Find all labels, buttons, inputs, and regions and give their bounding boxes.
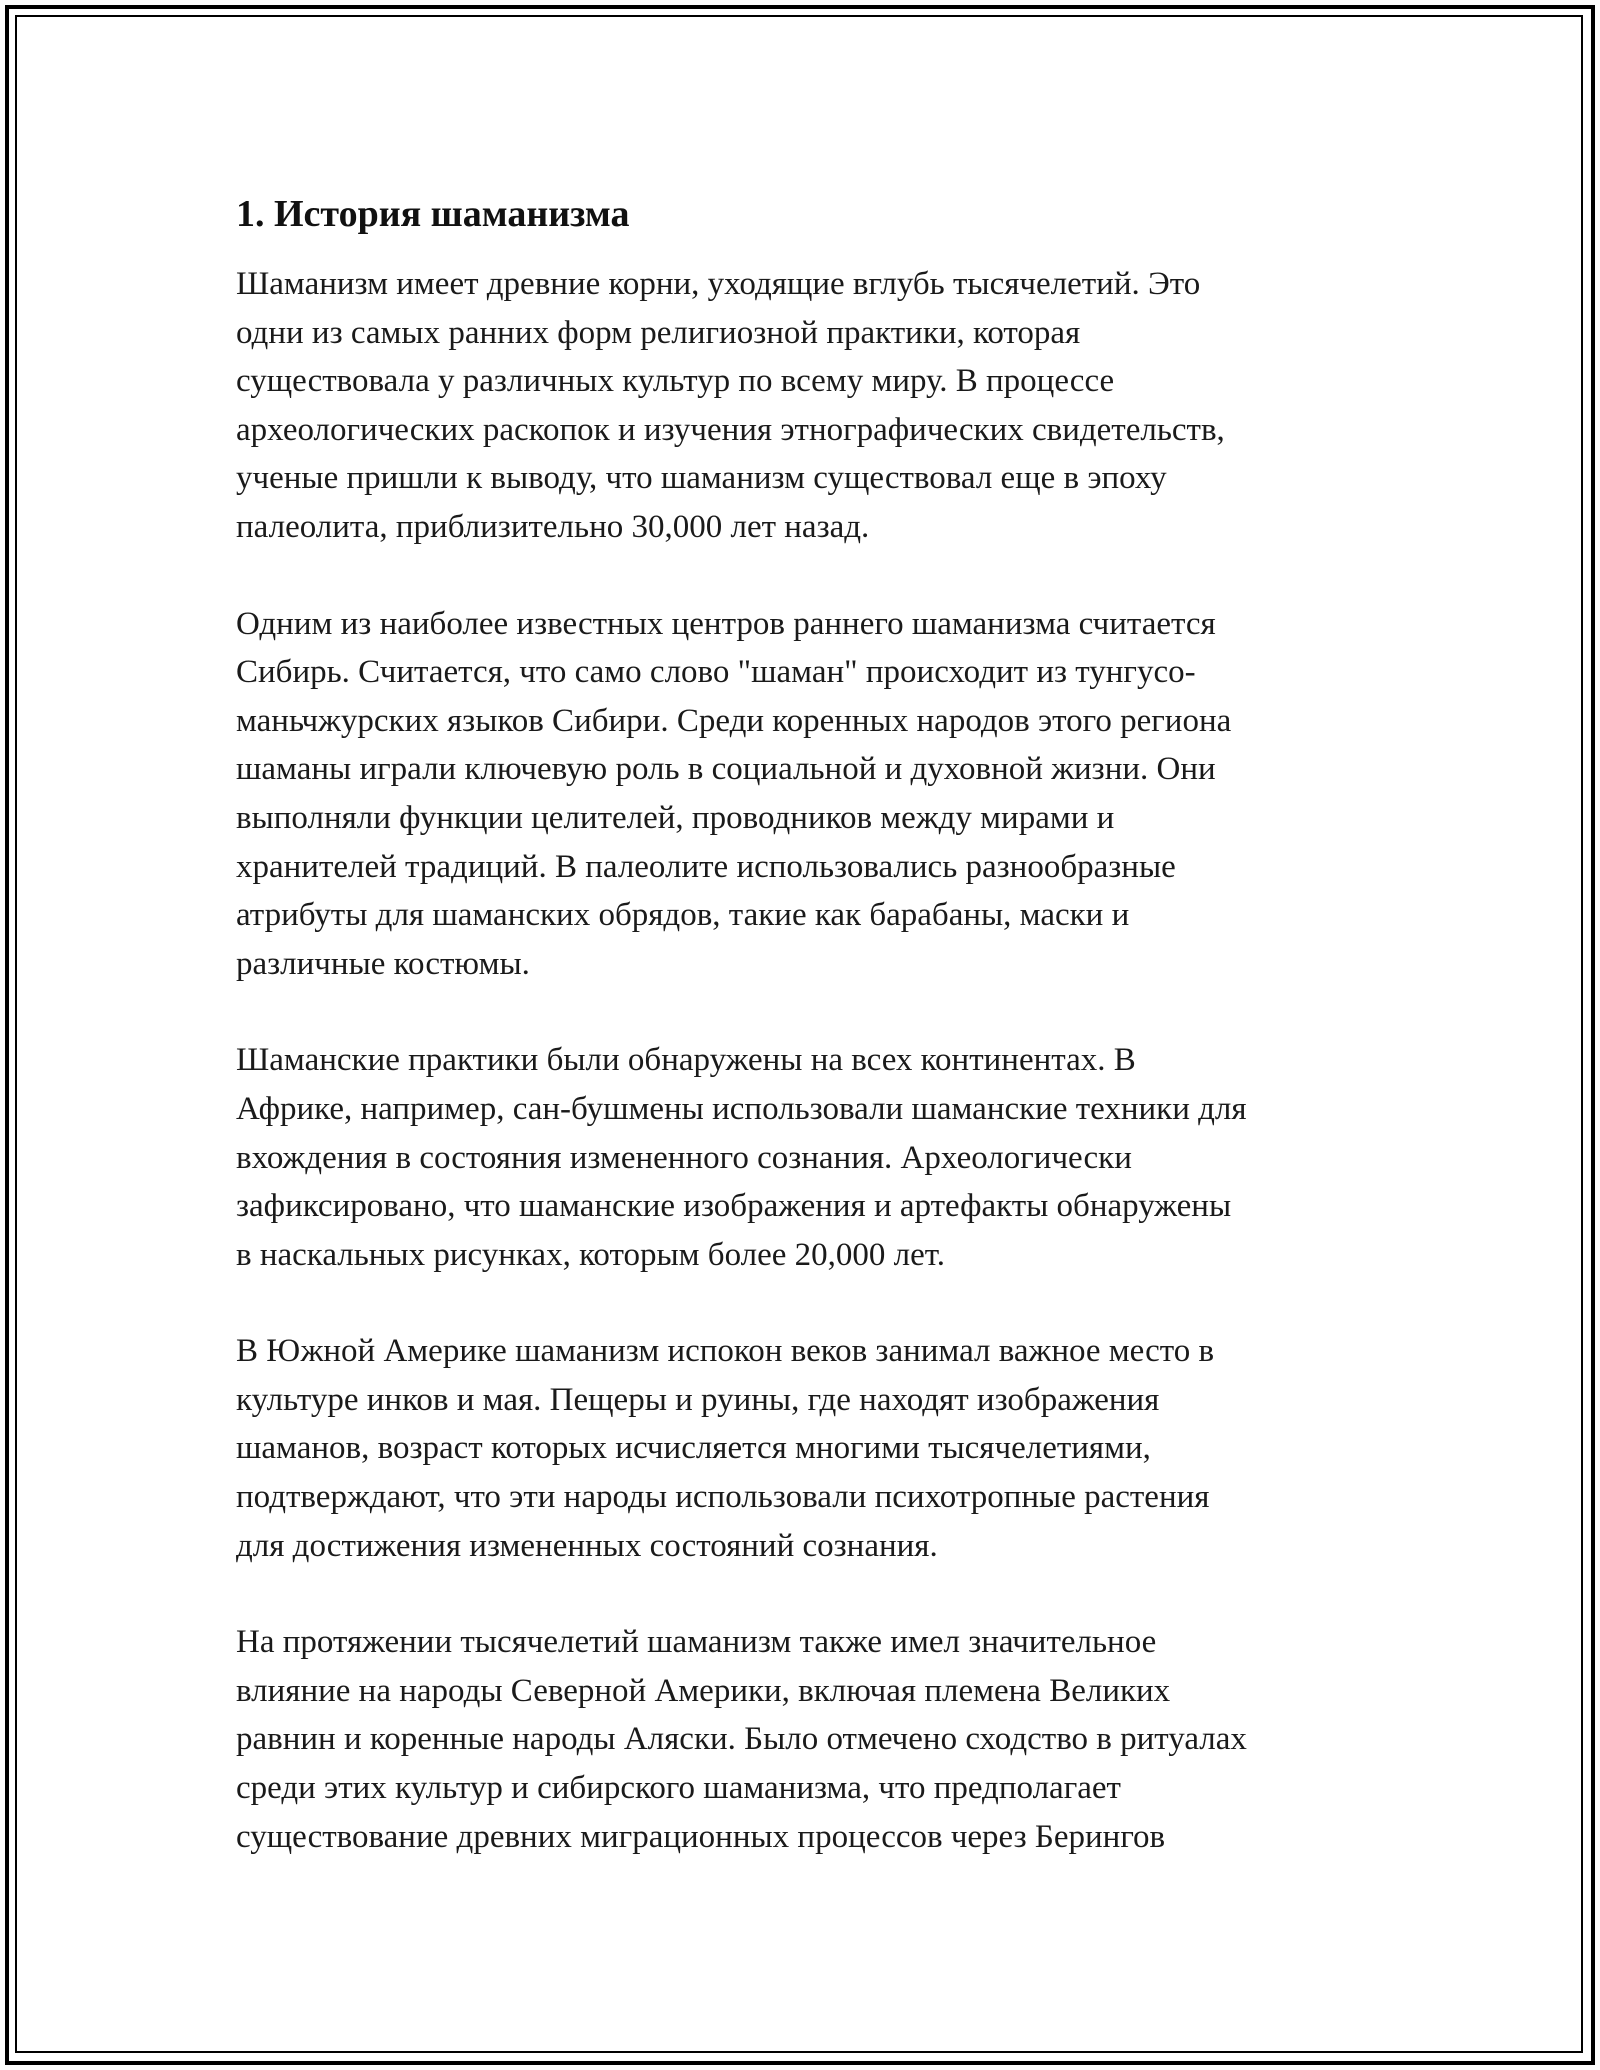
text-line: влияние на народы Северной Америки, включая племена Великих	[236, 1672, 1171, 1709]
text-line: шаманов, возраст которых исчисляется многими тысячелетиями,	[236, 1430, 1151, 1467]
text-line: зафиксировано, что шаманские изображения и артефакты обнаружены	[236, 1188, 1232, 1225]
text-line: Шаманизм имеет древние корни, уходящие вглубь тысячелетий. Это	[236, 266, 1201, 302]
text-line: шаманы играли ключевую роль в социальной и духовной жизни. Они	[236, 751, 1216, 788]
text-line: одни из самых ранних форм религиозной практики, которая	[236, 314, 1081, 351]
document-body	[236, 184, 1386, 1909]
text-line: равнин и коренные народы Аляски. Было отмечено сходство в ритуалах	[236, 1721, 1247, 1758]
text-line: Сибирь. Считается, что само слово "шаман" происходит из тунгусо-	[236, 654, 1196, 691]
text-line: атрибуты для шаманских обрядов, такие как барабаны, маски и	[236, 897, 1130, 934]
text-line: Шаманские практики были обнаружены на всех континентах. В	[236, 1042, 1136, 1079]
paragraph-siberia	[236, 600, 1386, 989]
text-line: существование древних миграционных процессов через Берингов	[236, 1818, 1166, 1855]
text-line: выполняли функции целителей, проводников между мирами и	[236, 799, 1115, 836]
text-line: существовала у различных культур по всему миру. В процессе	[236, 363, 1115, 400]
text-line: В Южной Америке шаманизм испокон веков занимал важное место в	[236, 1333, 1215, 1370]
paragraph-north-america	[236, 1618, 1386, 1861]
text-line: палеолита, приблизительно 30,000 лет назад.	[236, 508, 870, 545]
text-line: маньчжурских языков Сибири. Среди коренных народов этого региона	[236, 702, 1232, 739]
text-line: в наскальных рисунках, которым более 20,000 лет.	[236, 1236, 945, 1273]
text-line: хранителей традиций. В палеолите использовались разнообразные	[236, 848, 1176, 885]
section-heading: 1. История шаманизма	[236, 193, 630, 235]
text-line: Одним из наиболее известных центров раннего шаманизма считается	[236, 605, 1216, 642]
paragraph-africa	[236, 1036, 1386, 1279]
text-line: археологических раскопок и изучения этнографических свидетельств,	[236, 411, 1225, 448]
paragraph-origins	[236, 260, 1386, 552]
text-line: Африке, например, сан-бушмены использовали шаманские техники для	[236, 1090, 1247, 1127]
paragraph-south-america	[236, 1327, 1386, 1570]
text-line: На протяжении тысячелетий шаманизм также имел значительное	[236, 1624, 1157, 1661]
text-line: для достижения измененных состояний сознания.	[236, 1527, 938, 1564]
text-line: культуре инков и мая. Пещеры и руины, где находят изображения	[236, 1381, 1160, 1418]
text-line: подтверждают, что эти народы использовали психотропные растения	[236, 1479, 1210, 1516]
text-line: ученые пришли к выводу, что шаманизм существовал еще в эпоху	[236, 460, 1167, 497]
text-line: различные костюмы.	[236, 945, 530, 982]
text-line: вхождения в состояния измененного сознания. Археологически	[236, 1139, 1132, 1176]
text-line: среди этих культур и сибирского шаманизма, что предполагает	[236, 1770, 1121, 1807]
